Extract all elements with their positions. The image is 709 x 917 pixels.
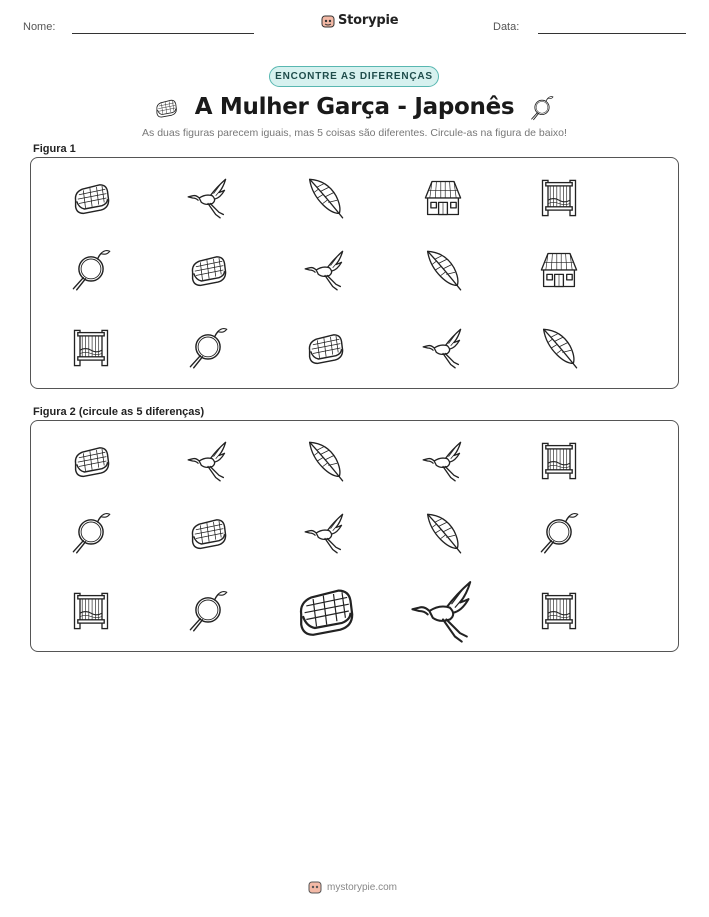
crane-icon[interactable] [303,511,347,555]
name-field[interactable] [72,33,254,34]
brand-name: Storypie [338,13,399,28]
house-icon[interactable] [421,176,465,220]
brand [321,13,398,28]
footer-url[interactable]: mystorypie.com [327,881,398,893]
feather-icon[interactable] [421,248,465,292]
name-label: Nome: [23,21,56,33]
crane-icon[interactable] [186,176,230,220]
hoop-icon[interactable] [186,326,230,370]
page-title: A Mulher Garça - Japonês [194,94,515,120]
futon-icon[interactable] [186,248,230,292]
loom-icon[interactable] [69,589,113,633]
title-row [0,90,709,124]
date-field[interactable] [538,33,686,34]
date-label: Data: [493,21,520,33]
crane-icon[interactable] [186,439,230,483]
futon-icon[interactable] [69,176,113,220]
futon-icon[interactable] [291,577,359,645]
crane-icon[interactable] [409,577,477,645]
loom-icon[interactable] [537,176,581,220]
house-icon[interactable] [537,248,581,292]
crane-icon[interactable] [421,439,465,483]
hoop-icon[interactable] [69,511,113,555]
feather-icon[interactable] [303,176,347,220]
storypie-logo-icon [321,14,335,28]
crane-icon[interactable] [303,248,347,292]
figure-2-panel [30,420,679,652]
loom-icon[interactable] [69,326,113,370]
activity-badge: ENCONTRE AS DIFERENÇAS [269,66,439,87]
hoop-icon [529,95,555,121]
loom-icon[interactable] [537,589,581,633]
hoop-icon[interactable] [537,511,581,555]
feather-icon[interactable] [537,326,581,370]
storypie-logo-icon [308,880,322,894]
futon-icon[interactable] [186,511,230,555]
figure-2-label: Figura 2 (circule as 5 diferenças) [33,406,205,418]
feather-icon[interactable] [303,439,347,483]
loom-icon[interactable] [537,439,581,483]
crane-icon[interactable] [421,326,465,370]
footer [308,880,397,894]
figure-1-panel [30,157,679,389]
figure-1-label: Figura 1 [33,143,76,155]
feather-icon[interactable] [421,511,465,555]
futon-icon[interactable] [303,326,347,370]
futon-icon[interactable] [69,439,113,483]
hoop-icon[interactable] [69,248,113,292]
hoop-icon[interactable] [186,589,230,633]
instructions: As duas figuras parecem iguais, mas 5 coisas são diferentes. Circule-as na figura de baixo! [142,127,567,139]
